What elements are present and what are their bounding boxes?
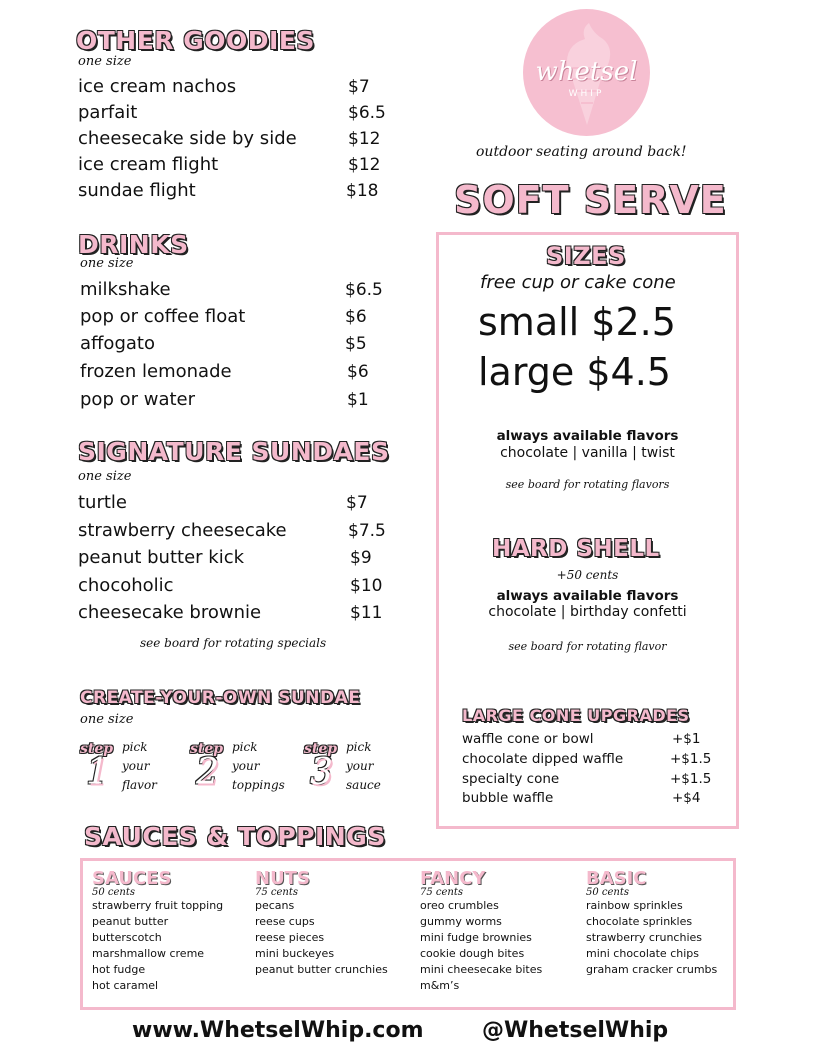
upgrade-price: +$1.5 (670, 751, 712, 767)
step-word: step (190, 741, 224, 757)
list-item: strawberry fruit topping (92, 899, 224, 912)
step-text (122, 738, 157, 795)
column-heading: BASIC (586, 868, 647, 889)
step-text-line: pick (232, 740, 258, 754)
menu-item: cheesecake brownie (78, 602, 262, 623)
drinks-title: DRINKS (78, 230, 189, 259)
sizes-title: SIZES (546, 242, 626, 270)
step-number: 2 (196, 752, 219, 793)
list-item: hot caramel (92, 979, 159, 992)
list-item: rainbow sprinkles (586, 899, 683, 912)
size-small: small $2.5 (478, 300, 676, 344)
menu-price: $11 (350, 603, 383, 623)
list-item: pecans (255, 899, 295, 912)
toppings-column-sauces (92, 868, 252, 994)
list-item: mini chocolate chips (586, 947, 699, 960)
menu-price: $6 (347, 362, 369, 382)
drinks-size-note: one size (80, 256, 134, 271)
step-1 (80, 738, 157, 793)
menu-price: $12 (348, 155, 381, 175)
step-text-line: toppings (232, 778, 285, 792)
social-handle[interactable]: @WhetselWhip (482, 1018, 669, 1043)
step-text-line: your (346, 759, 374, 773)
menu-item: turtle (78, 492, 127, 513)
list-item: graham cracker crumbs (586, 963, 718, 976)
step-word: step (304, 741, 338, 757)
create-your-own-size-note: one size (80, 712, 134, 727)
menu-item: pop or water (80, 389, 196, 410)
menu-item: chocoholic (78, 575, 174, 596)
step-text-line: pick (122, 740, 148, 754)
menu-price: $7.5 (348, 521, 386, 541)
website-link[interactable]: www.WhetselWhip.com (132, 1018, 424, 1043)
menu-price: $7 (348, 77, 370, 97)
list-item: hot fudge (92, 963, 146, 976)
sizes-note: free cup or cake cone (480, 272, 676, 293)
list-item: mini buckeyes (255, 947, 335, 960)
logo (523, 9, 650, 136)
upgrades-title: LARGE CONE UPGRADES (462, 706, 690, 725)
step-word: step (80, 741, 114, 757)
other-goodies-title: OTHER GOODIES (76, 26, 315, 55)
menu-item: ice cream nachos (78, 76, 237, 97)
hard-shell-title: HARD SHELL (492, 536, 660, 562)
column-heading: SAUCES (92, 868, 172, 889)
step-text-line: sauce (346, 778, 381, 792)
signature-sundaes-title: SIGNATURE SUNDAES (78, 437, 390, 466)
menu-price: $10 (350, 576, 383, 596)
menu-price: $1 (347, 390, 369, 410)
column-heading: NUTS (255, 868, 310, 889)
menu-price: $12 (348, 129, 381, 149)
step-number: 3 (310, 752, 333, 793)
seating-note: outdoor seating around back! (476, 144, 687, 160)
signature-sundaes-size-note: one size (78, 469, 132, 484)
step-text-line: pick (346, 740, 372, 754)
column-cost: 50 cents (92, 887, 136, 898)
toppings-column-nuts (255, 868, 415, 978)
list-item: marshmallow creme (92, 947, 205, 960)
list-item: peanut butter crunchies (255, 963, 388, 976)
list-item: butterscotch (92, 931, 162, 944)
step-text-line: flavor (122, 778, 157, 792)
list-item: peanut butter (92, 915, 169, 928)
step-text-line: your (232, 759, 260, 773)
upgrade-price: +$1.5 (670, 771, 712, 787)
menu-item: peanut butter kick (78, 547, 245, 568)
step-3 (304, 738, 381, 793)
flavors-list: chocolate | vanilla | twist (500, 445, 675, 461)
step-text-line: your (122, 759, 150, 773)
column-cost: 75 cents (255, 887, 299, 898)
list-item: gummy worms (420, 915, 502, 928)
list-item: oreo crumbles (420, 899, 499, 912)
upgrade-item: chocolate dipped waffle (462, 751, 624, 767)
menu-price: $18 (346, 181, 379, 201)
logo-wordmark: whetsel (535, 57, 638, 87)
list-item: mini fudge brownies (420, 931, 532, 944)
hard-shell-flavors: chocolate | birthday confetti (488, 604, 687, 620)
upgrade-item: waffle cone or bowl (462, 731, 594, 747)
menu-item: milkshake (80, 279, 171, 300)
menu-item: affogato (80, 333, 155, 354)
menu-price: $6 (345, 307, 367, 327)
column-heading: FANCY (420, 868, 486, 889)
upgrade-item: specialty cone (462, 771, 560, 787)
other-goodies-size-note: one size (78, 54, 132, 69)
toppings-column-basic (586, 868, 746, 978)
step-number: 1 (86, 752, 109, 793)
menu-item: sundae flight (78, 180, 196, 201)
column-cost: 50 cents (586, 887, 630, 898)
list-item: reese pieces (255, 931, 325, 944)
create-your-own-title: CREATE-YOUR-OWN SUNDAE (80, 688, 361, 708)
list-item: strawberry crunchies (586, 931, 702, 944)
menu-price: $6.5 (345, 280, 383, 300)
upgrade-price: +$4 (672, 790, 701, 806)
menu-item: parfait (78, 102, 138, 123)
list-item: m&m’s (420, 979, 460, 992)
specials-note: see board for rotating specials (140, 636, 327, 650)
hard-shell-price: +50 cents (556, 568, 619, 582)
menu-item: frozen lemonade (80, 361, 232, 382)
sauces-toppings-title: SAUCES & TOPPINGS (84, 822, 386, 851)
menu-item: cheesecake side by side (78, 128, 297, 149)
upgrade-price: +$1 (672, 731, 701, 747)
menu-price: $9 (350, 548, 372, 568)
menu-price: $7 (346, 493, 368, 513)
menu-price: $6.5 (348, 103, 386, 123)
soft-serve-title: SOFT SERVE (454, 178, 727, 222)
menu-item: ice cream flight (78, 154, 219, 175)
list-item: chocolate sprinkles (586, 915, 693, 928)
logo-subword: WHIP (568, 89, 605, 99)
step-2 (190, 738, 285, 793)
menu-price: $5 (345, 334, 367, 354)
list-item: cookie dough bites (420, 947, 525, 960)
hard-shell-flavors-title: always available flavors (496, 588, 679, 604)
step-text (346, 738, 381, 795)
flavors-title: always available flavors (496, 428, 679, 444)
size-large: large $4.5 (478, 350, 671, 394)
list-item: mini cheesecake bites (420, 963, 543, 976)
toppings-column-fancy (420, 868, 580, 994)
hard-shell-note: see board for rotating flavor (508, 640, 667, 653)
upgrade-item: bubble waffle (462, 790, 554, 806)
step-text (232, 738, 285, 795)
list-item: reese cups (255, 915, 315, 928)
column-cost: 75 cents (420, 887, 464, 898)
menu-item: strawberry cheesecake (78, 520, 287, 541)
menu-item: pop or coffee float (80, 306, 246, 327)
flavors-note: see board for rotating flavors (505, 478, 670, 491)
